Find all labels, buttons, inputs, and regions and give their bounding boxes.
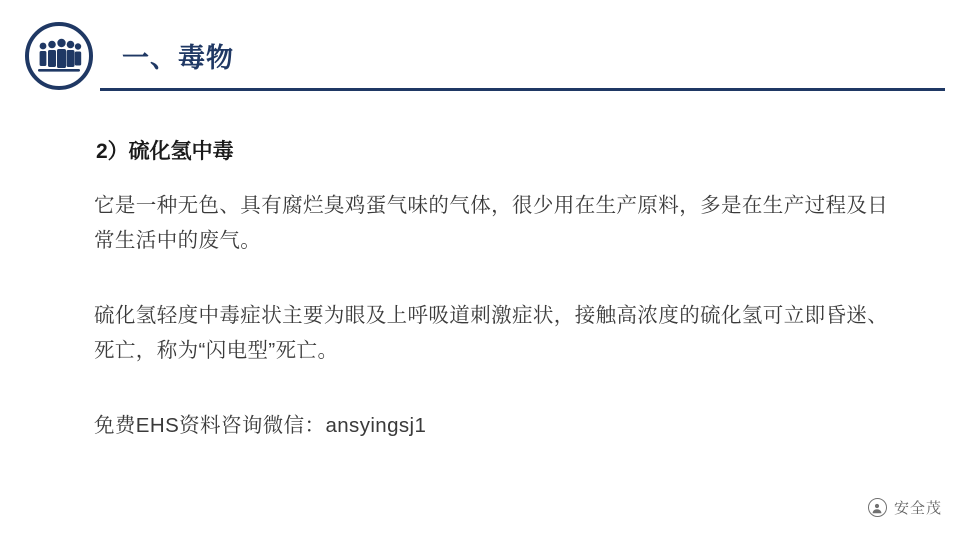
people-group-icon	[25, 22, 93, 90]
slide-body	[0, 110, 960, 540]
watermark	[868, 497, 942, 518]
watermark-label: 安全茂	[893, 500, 942, 517]
sub-heading: 2）硫化氢中毒	[96, 140, 234, 163]
page-title: 一、毒物	[122, 43, 234, 73]
body-paragraph-2: 硫化氢轻度中毒症状主要为眼及上呼吸道刺激症状，接触高浓度的硫化氢可立即昏迷、死亡，称为“闪电型”死亡。	[94, 304, 889, 363]
body-paragraph-1: 它是一种无色、具有腐烂臭鸡蛋气味的气体，很少用在生产原料，多是在生产过程及日常生活中的废气。	[94, 194, 889, 253]
circle-avatar-icon	[868, 498, 887, 517]
slide-header	[0, 0, 960, 110]
header-divider	[100, 88, 945, 91]
body-paragraph-3: 免费EHS资料咨询微信：ansyingsj1	[94, 414, 427, 437]
